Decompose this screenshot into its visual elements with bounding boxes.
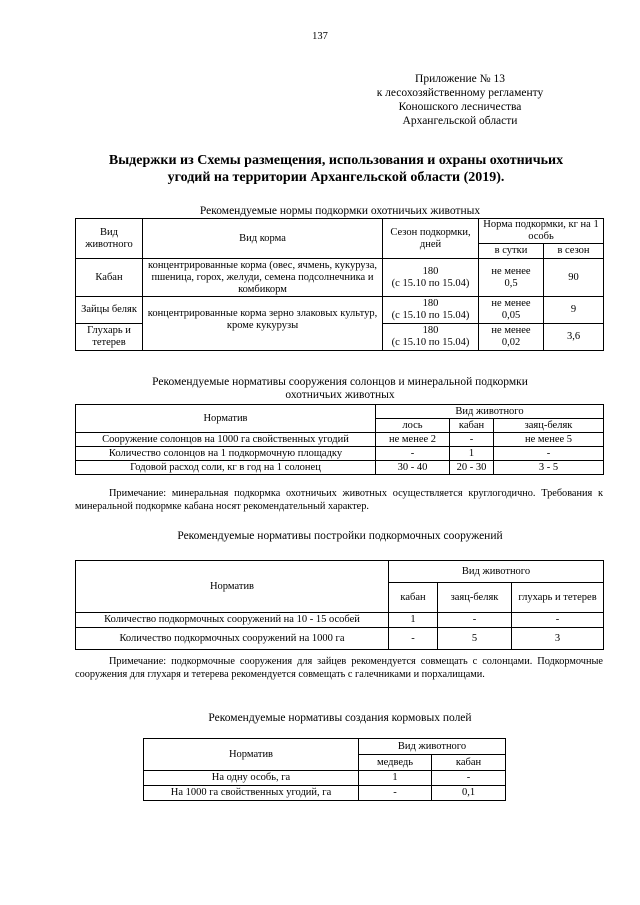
table2-caption — [80, 376, 600, 402]
table2-header-norm: Норматив — [76, 405, 376, 433]
value-cell: - — [494, 447, 604, 461]
norm-label: Количество подкормочных сооружений на 10 - 15 особей — [76, 613, 389, 628]
season-days: 180 — [422, 298, 439, 309]
table2-note — [75, 487, 603, 513]
table3-header-species: Вид животного — [389, 561, 604, 583]
table4-caption: Рекомендуемые нормативы создания кормовых полей — [208, 712, 472, 724]
value-cell: 1 — [389, 613, 438, 628]
per-season-cell: 9 — [544, 297, 604, 324]
value-cell: 20 - 30 — [450, 461, 494, 475]
value-cell: 30 - 40 — [376, 461, 450, 475]
per-day-cell — [479, 324, 544, 351]
value-cell: 3 - 5 — [494, 461, 604, 475]
title-line-2: угодий на территории Архангельской области (2019). — [167, 170, 505, 185]
title-line-1: Выдержки из Схемы размещения, использования и охраны охотничьих — [108, 153, 564, 168]
value-cell: не менее 2 — [376, 433, 450, 447]
table2-caption-line-1: Рекомендуемые нормативы сооружения солонцов и минеральной подкормки — [152, 376, 528, 388]
feeding-norms-table — [75, 218, 604, 351]
column-header: глухарь и тетерев — [512, 583, 604, 613]
page-number: 137 — [312, 31, 328, 42]
value-cell: - — [432, 771, 506, 786]
column-header: кабан — [450, 419, 494, 433]
document-title — [60, 152, 612, 186]
appendix-line-1: Приложение № 13 — [415, 73, 505, 85]
value-cell: - — [438, 613, 512, 628]
appendix-line-4: Архангельской области — [402, 115, 518, 127]
per-day-cell — [479, 297, 544, 324]
value-cell: - — [450, 433, 494, 447]
value-cell: 3 — [512, 628, 604, 650]
table2-note-text: Примечание: минеральная подкормка охотничьих животных осуществляется круглогодично. Требования к минеральной подкормке кабана носят рекомендательный характер. — [75, 488, 603, 512]
per-season-cell: 3,6 — [544, 324, 604, 351]
season-cell — [383, 324, 479, 351]
value-cell: 1 — [450, 447, 494, 461]
value-cell: - — [389, 628, 438, 650]
season-days: 180 — [422, 325, 439, 336]
feed-cell: концентрированные корма зерно злаковых культур, кроме кукурузы — [143, 297, 383, 351]
column-header: кабан — [389, 583, 438, 613]
per-day-value: 0,02 — [501, 337, 521, 348]
animal-cell: Кабан — [76, 259, 143, 297]
table2-header-species: Вид животного — [376, 405, 604, 419]
table4-header-species: Вид животного — [359, 739, 506, 755]
season-dates: (с 15.10 по 15.04) — [391, 310, 470, 321]
column-header: заяц-беляк — [494, 419, 604, 433]
table-row — [144, 786, 506, 801]
table-row — [76, 259, 604, 297]
per-day-prefix: не менее — [491, 325, 531, 336]
per-season-cell: 90 — [544, 259, 604, 297]
value-cell: - — [359, 786, 432, 801]
norm-label: На 1000 га свойственных угодий, га — [144, 786, 359, 801]
table1-header-norm: Норма подкормки, кг на 1 особь — [479, 219, 604, 244]
feed-cell: концентрированные корма (овес, ячмень, кукуруза, пшеница, горох, желуди, семена подсолнечника и комбикорм — [143, 259, 383, 297]
table3-header-norm: Норматив — [76, 561, 389, 613]
value-cell: не менее 5 — [494, 433, 604, 447]
appendix-line-3: Коношского лесничества — [398, 101, 522, 113]
column-header: лось — [376, 419, 450, 433]
value-cell: 0,1 — [432, 786, 506, 801]
norm-label: Годовой расход соли, кг в год на 1 солонец — [76, 461, 376, 475]
column-header: кабан — [432, 755, 506, 771]
value-cell: 5 — [438, 628, 512, 650]
table-row — [76, 297, 604, 324]
per-day-value: 0,5 — [504, 277, 518, 289]
per-day-prefix: не менее — [491, 298, 531, 309]
table3-header-row — [76, 561, 604, 583]
table-row — [144, 771, 506, 786]
norm-label: Сооружение солонцов на 1000 га свойственных угодий — [76, 433, 376, 447]
column-header: медведь — [359, 755, 432, 771]
table-row — [76, 613, 604, 628]
table2-header-row — [76, 405, 604, 419]
appendix-header — [340, 72, 580, 128]
forage-fields-table — [143, 738, 506, 801]
salt-licks-table — [75, 404, 604, 475]
per-day-value: 0,05 — [501, 310, 521, 321]
animal-cell: Глухарь и тетерев — [76, 324, 143, 351]
norm-label: Количество солонцов на 1 подкормочную площадку — [76, 447, 376, 461]
table3-note-text: Примечание: подкормочные сооружения для зайцев рекомендуется совмещать с солонцами. Подкормочные сооружения для глухаря и тетерева рекомендуется совмещать с галечниками и порхалищами. — [75, 656, 603, 680]
norm-label: На одну особь, га — [144, 771, 359, 786]
table-row — [76, 433, 604, 447]
table1-header-per-season: в сезон — [544, 244, 604, 259]
appendix-line-2: к лесохозяйственному регламенту — [376, 87, 544, 99]
table1-header-row — [76, 219, 604, 244]
norm-label: Количество подкормочных сооружений на 1000 га — [76, 628, 389, 650]
season-dates: (с 15.10 по 15.04) — [391, 277, 470, 289]
animal-cell: Зайцы беляк — [76, 297, 143, 324]
value-cell: 1 — [359, 771, 432, 786]
table1-header-per-day: в сутки — [479, 244, 544, 259]
season-days: 180 — [422, 265, 439, 277]
per-day-cell — [479, 259, 544, 297]
season-cell — [383, 297, 479, 324]
feeding-structures-table — [75, 560, 604, 650]
season-cell — [383, 259, 479, 297]
table1-header-feed: Вид корма — [143, 219, 383, 259]
table-row — [76, 628, 604, 650]
value-cell: - — [512, 613, 604, 628]
per-day-prefix: не менее — [491, 265, 531, 277]
table3-note — [75, 655, 603, 681]
table1-header-season: Сезон подкормки, дней — [383, 219, 479, 259]
table4-header-norm: Норматив — [144, 739, 359, 771]
value-cell: - — [376, 447, 450, 461]
table1-caption: Рекомендуемые нормы подкормки охотничьих животных — [199, 205, 481, 217]
column-header: заяц-беляк — [438, 583, 512, 613]
table-row — [76, 461, 604, 475]
table4-header-row — [144, 739, 506, 755]
season-dates: (с 15.10 по 15.04) — [391, 337, 470, 348]
table2-caption-line-2: охотничьих животных — [285, 389, 395, 401]
table3-caption: Рекомендуемые нормативы постройки подкормочных сооружений — [177, 530, 503, 542]
table1-header-animal: Вид животного — [76, 219, 143, 259]
table-row — [76, 447, 604, 461]
